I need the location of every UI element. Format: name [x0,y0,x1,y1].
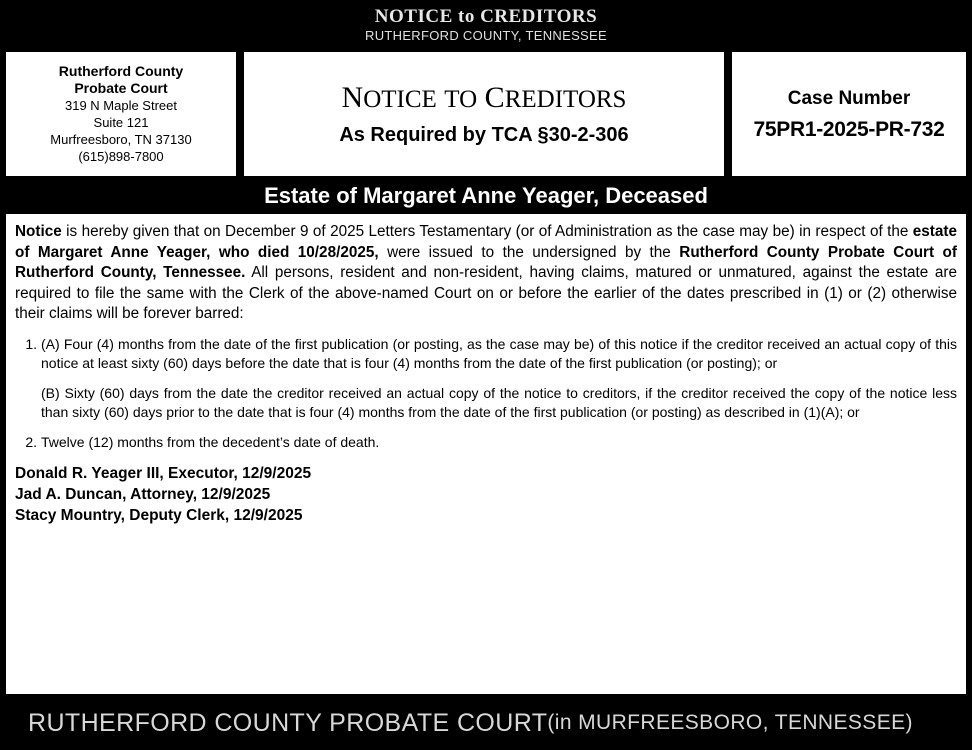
signature-executor: Donald R. Yeager III, Executor, 12/9/2025 [15,464,312,482]
estate-heading: Estate of Margaret Anne Yeager, Deceased [0,180,972,212]
paragraph-segment-3: All persons, resident and non-resident, having claims, matured or unmatured, against the estate are required to file the same with the Clerk of the above-named Court on or before the earlier of the dates prescribed in (1) or (2) otherwise their claims will be forever barred: [15,264,957,322]
item-2-text: Twelve (12) months from the decedent’s date of death. [41,433,380,450]
banner-subtitle: RUTHERFORD COUNTY, TENNESSEE [365,28,607,43]
court-address-line-2: Suite 121 [93,115,149,130]
deadline-list [15,335,957,452]
court-phone: (615)898-7800 [78,149,164,164]
header-row [0,50,972,178]
court-address-line-3: Murfreesboro, TN 37130 [50,132,192,147]
signature-attorney: Jad A. Duncan, Attorney, 12/9/2025 [15,485,271,503]
court-name-line-1: Rutherford County [58,63,184,79]
title-part-reditors: REDITORS [504,86,627,113]
item-1b-text: (B) Sixty (60) days from the date the creditor received an actual copy of the notice to creditors, if the creditor received the copy of the notice less than sixty (60) days prior to the date that is four (4) months from the date of the first publication (or posting) as described in (1)(A); or [41,384,957,420]
item-1a-text: (A) Four (4) months from the date of the first publication (or posting, as the case may be) of this notice if the creditor received an actual copy of this notice at least sixty (60) days before the date that is four (4) months from the date of the first publication (or posting); or [41,335,957,371]
main-paragraph [15,222,957,325]
footer-location: (in MURFREESBORO, TENNESSEE) [547,711,913,734]
top-banner [0,0,972,50]
signature-block [15,463,957,526]
notice-keyword: Notice [15,223,62,240]
signature-deputy-clerk: Stacy Mountry, Deputy Clerk, 12/9/2025 [15,506,303,524]
title-part-c: C [484,81,505,114]
case-number-box [730,50,968,178]
notice-body [4,212,968,696]
title-part-n: N [341,81,364,114]
title-part-otice: OTICE [363,86,437,113]
footer-court-name: RUTHERFORD COUNTY PROBATE COURT [28,708,548,737]
list-item [41,433,957,452]
paragraph-segment-2: were issued to the undersigned by the [378,243,680,261]
document-subtitle: As Required by TCA §30-2-306 [339,124,629,146]
case-number-value: 75PR1-2025-PR-732 [753,117,945,141]
court-name-line-2: Probate Court [74,80,168,96]
court-info-box [4,50,238,178]
court-address-line-1: 319 N Maple Street [64,98,177,113]
document-title-box [242,50,726,178]
title-part-to: TO [444,86,478,113]
banner-title: NOTICE to CREDITORS [374,6,598,27]
estate-decedent-phrase: estate of Margaret Anne Yeager, who died 10/28/2025, [15,223,957,261]
list-item [41,335,957,422]
issuing-court-phrase: Rutherford County Probate Court of Rutherford County, Tennessee. [15,243,957,281]
case-number-label: Case Number [787,87,911,109]
paragraph-segment-1: is hereby given that on December 9 of 2025 Letters Testamentary (or of Administration as the case may be) in respect of the [61,223,913,240]
footer-bar [0,696,972,750]
page-title [342,81,627,117]
